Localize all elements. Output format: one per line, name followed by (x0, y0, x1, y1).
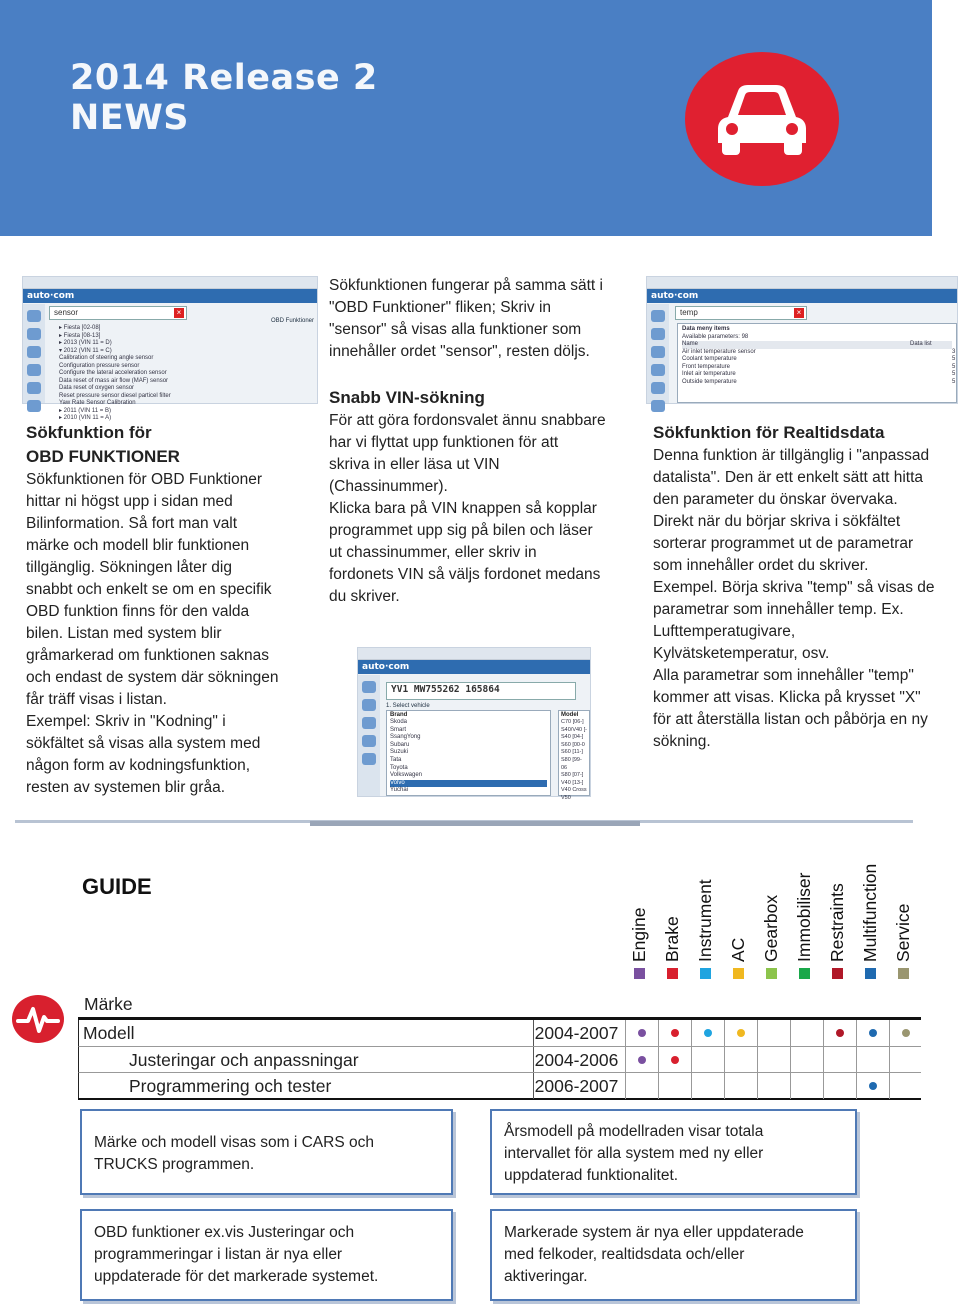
note-line: aktiveringar. (504, 1268, 588, 1285)
system-cell (724, 1020, 757, 1046)
parameter-count: 5 (952, 363, 956, 370)
body-line: datalista". Den är ett enkelt sätt att hitta (653, 469, 924, 486)
search-field[interactable]: sensor × (49, 306, 187, 320)
parameter-count: 5 (952, 356, 956, 362)
system-header: AC (728, 937, 748, 962)
system-header: Restraints (827, 883, 847, 962)
brand-item: Yuchai (390, 787, 409, 794)
system-marker (671, 1056, 679, 1064)
system-marker (836, 1029, 844, 1037)
left-column (26, 421, 308, 799)
app-brand: auto·com (358, 660, 590, 674)
screenshot-obd-search (22, 276, 318, 421)
system-cell (724, 1073, 757, 1099)
body-line: sökfältet så visas alla system med (26, 735, 261, 752)
note-line: TRUCKS programmen. (94, 1156, 255, 1173)
app-brand: auto·com (23, 289, 317, 303)
heartbeat-icon (12, 995, 64, 1043)
tree-item: Configuration pressure sensor (59, 362, 140, 369)
system-marker (638, 1029, 646, 1037)
section-title: Sökfunktion för (26, 423, 152, 442)
body-line: parametrar som innehåller temp. Ex. (653, 601, 904, 618)
system-cell (757, 1047, 790, 1073)
brand-list (386, 710, 551, 796)
tree-item: ▸ 2013 (VIN 11 = D) (59, 340, 112, 346)
screenshot-live-data (646, 276, 958, 404)
note-line: med felkoder, realtidsdata och/eller (504, 1246, 745, 1263)
section-title-2: OBD FUNKTIONER (26, 447, 180, 466)
body-line: du skriver. (329, 588, 400, 605)
system-color-key (766, 968, 777, 979)
brand-item: Subaru (390, 741, 410, 748)
system-cell (757, 1073, 790, 1099)
car-icon (710, 77, 814, 161)
system-header: Service (893, 903, 913, 962)
body-line: Klicka bara på VIN knappen så kopplar (329, 500, 597, 517)
body-line: tillgänglig. Sökningen låter dig (26, 559, 232, 576)
tree-item: Configure the lateral acceleration sensor (59, 370, 167, 376)
screenshot-vin-search (357, 647, 591, 801)
system-color-key (799, 968, 810, 979)
intro-text (329, 275, 634, 363)
right-column (653, 421, 958, 753)
model-item: S80 [99-06 (561, 756, 582, 771)
brand-item: Volvo (390, 780, 547, 788)
tree-item: ▸ Fiesta [08-13] (59, 332, 101, 339)
note-year-range (490, 1109, 857, 1195)
select-vehicle-label: 1. Select vehicle (386, 703, 430, 709)
body-line: fordonets VIN så väljs fordonet medans (329, 566, 601, 583)
system-cell (856, 1047, 889, 1073)
body-line: och endast de system där sökningen (26, 669, 279, 686)
note-line: uppdaterade för det markerade systemet. (94, 1268, 379, 1285)
body-line: bilen. Listan med system blir (26, 625, 222, 642)
body-line: någon form av kodningsfunktion, (26, 757, 251, 774)
system-marker (704, 1029, 712, 1037)
model-item: C70 [06-] (561, 719, 584, 725)
body-line: har vi flyttat upp funktionen för att (329, 434, 559, 451)
note-obd-functions (80, 1209, 453, 1301)
side-toolbar (358, 675, 380, 796)
row-label: Programmering och tester (129, 1076, 332, 1096)
system-cell (691, 1020, 724, 1046)
body-line: Denna funktion är tillgänglig i "anpassad (653, 447, 930, 464)
body-line: Sökfunktionen fungerar på samma sätt i (329, 277, 603, 294)
note-line: programmeringar i listan är nya eller (94, 1246, 343, 1263)
function-tree (59, 325, 279, 423)
header-banner (0, 0, 932, 236)
tree-item: ▸ Fiesta [02-08] (59, 325, 101, 331)
marke-label: Märke (84, 994, 133, 1014)
system-cell (625, 1047, 658, 1073)
row-label: Justeringar och anpassningar (129, 1050, 359, 1070)
system-cell (757, 1020, 790, 1046)
note-line: Årsmodell på modellraden visar totala (504, 1123, 764, 1140)
parameter-name: Inlet air temperature (682, 371, 736, 377)
note-line: Märke och modell visas som i CARS och (94, 1134, 374, 1151)
system-cell (658, 1073, 691, 1099)
parameter-list: Data meny items Available parameters: 98 Name Data list Air inlet temperature sensor 3 Coolant temperature 5 Front temperature 5 Inlet air temperature 5 Outside temperature 5 (677, 323, 957, 403)
parameter-row[interactable] (682, 371, 956, 379)
body-line: För att göra fordonsvalet ännu snabbare (329, 412, 606, 429)
parameter-row[interactable] (682, 356, 956, 364)
system-cell (889, 1073, 922, 1099)
note-line: intervallet för alla system med ny eller (504, 1145, 764, 1162)
body-line: kommer att visas. Klicka på krysset "X" (653, 689, 921, 706)
body-line: snabbt och enkelt se om en specifik (26, 581, 272, 598)
brand-item: Volkswagen (390, 772, 423, 779)
system-color-key (832, 968, 843, 979)
body-line: programmet upp sig på bilen och läser (329, 522, 593, 539)
system-color-key (733, 968, 744, 979)
note-brand-model (80, 1109, 453, 1195)
model-item: V40 [13-] (561, 779, 584, 786)
tree-item: ▸ 2011 (VIN 11 = B) (59, 407, 111, 414)
model-header: Model (561, 712, 579, 718)
system-cell (790, 1020, 823, 1046)
system-cell (823, 1020, 856, 1046)
body-line: Exempel. Börja skriva "temp" så visas de (653, 579, 935, 596)
tab-obd-functions[interactable]: OBD Funktioner (271, 318, 315, 324)
parameter-row[interactable] (682, 378, 956, 387)
body-line: innehåller ordet "sensor", resten döljs. (329, 343, 590, 360)
brand-item: Skoda (390, 719, 408, 725)
model-item: S40 [04-] (561, 734, 584, 741)
system-cell (790, 1047, 823, 1073)
divider-accent (310, 821, 640, 826)
system-header: Engine (629, 907, 649, 962)
tree-item: Data reset of oxygen sensor (59, 385, 135, 391)
model-item: S60 [00-0 (561, 741, 585, 748)
row-label: Modell (83, 1023, 135, 1043)
guide-table (78, 1017, 921, 1100)
vin-field[interactable]: YV1 MW755262 165864 (386, 682, 576, 700)
row-years: 2004-2007 (533, 1020, 619, 1046)
system-cell (889, 1020, 922, 1046)
section-body (26, 469, 308, 799)
side-toolbar (647, 304, 669, 403)
body-line: märke och modell blir funktionen (26, 537, 250, 554)
system-marker (902, 1029, 910, 1037)
body-line: gråmarkerad om funktionen saknas (26, 647, 269, 664)
row-years: 2006-2007 (533, 1073, 619, 1099)
system-header: Instrument (695, 879, 715, 962)
brand-item: Smart (390, 726, 407, 733)
system-color-key (898, 968, 909, 979)
system-marker (869, 1082, 877, 1090)
system-cell (625, 1073, 658, 1099)
search-field[interactable]: temp × (675, 306, 807, 320)
system-cell (691, 1047, 724, 1073)
system-color-key (700, 968, 711, 979)
tree-item: ▾ 2012 (VIN 11 = C) (59, 347, 112, 354)
body-line: den parameter du önskar övervaka. (653, 491, 898, 508)
guide-row (78, 1046, 921, 1072)
body-line: sorterar programmet ut de parametrar (653, 535, 914, 552)
system-cell (658, 1047, 691, 1073)
body-line: OBD funktion finns för den valda (26, 603, 250, 620)
row-years: 2004-2006 (533, 1047, 619, 1073)
system-color-key (634, 968, 645, 979)
section-title: Sökfunktion för Realtidsdata (653, 423, 885, 442)
note-line: Markerade system är nya eller uppdaterade (504, 1224, 804, 1241)
body-line: för att återställa listan och påbörja en ny (653, 711, 928, 728)
body-line: resten av systemen blir gråa. (26, 779, 226, 796)
note-marked-systems (490, 1209, 857, 1301)
body-line: Kylvätsketemperatur, osv. (653, 645, 830, 662)
body-line: som innehåller ordet du skriver. (653, 557, 869, 574)
system-marker (671, 1029, 679, 1037)
system-header: Gearbox (761, 894, 781, 962)
body-line: Sökfunktionen för OBD Funktioner (26, 471, 263, 488)
side-toolbar (23, 304, 45, 403)
brand-item: SsangYong (390, 734, 421, 741)
car-badge (685, 52, 839, 186)
body-line: hittar ni högst upp i sidan med (26, 493, 233, 510)
system-header: Brake (662, 916, 682, 962)
body-line: Exempel: Skriv in "Kodning" i (26, 713, 226, 730)
system-cell (889, 1047, 922, 1073)
model-item: V50 (561, 794, 571, 801)
model-item: S60 [11-] (561, 749, 583, 756)
brand-item: Toyota (390, 764, 408, 771)
window-titlebar (23, 277, 317, 289)
close-icon[interactable]: × (794, 308, 804, 318)
section-title: Snabb VIN-sökning (329, 388, 485, 407)
system-marker (638, 1056, 646, 1064)
system-cell (790, 1073, 823, 1099)
parameter-count: 5 (952, 378, 956, 385)
system-header: Immobiliser (794, 872, 814, 962)
system-cell (856, 1020, 889, 1046)
note-line: OBD funktioner ex.vis Justeringar och (94, 1224, 355, 1241)
system-cell (823, 1047, 856, 1073)
guide-row (78, 1072, 921, 1098)
section-body (329, 410, 634, 608)
system-cell (625, 1020, 658, 1046)
system-color-key (865, 968, 876, 979)
system-cell (724, 1047, 757, 1073)
model-list (558, 710, 590, 801)
parameter-count: 3 (952, 348, 956, 355)
body-line: Direkt när du börjar skriva i sökfältet (653, 513, 901, 530)
pulse-logo (12, 995, 64, 1043)
note-line: uppdaterad funktionalitet. (504, 1167, 679, 1184)
brand-header: Brand (390, 712, 408, 718)
body-line: (Chassinummer). (329, 478, 448, 495)
system-cell (658, 1020, 691, 1046)
body-line: skriva in eller läsa ut VIN (329, 456, 500, 473)
body-line: Lufttemperatugivare, (653, 623, 796, 640)
body-line: sökning. (653, 733, 711, 750)
body-line: Alla parametrar som innehåller "temp" (653, 667, 914, 684)
guide-title: GUIDE (82, 874, 152, 899)
system-header: Multifunction (860, 863, 880, 962)
body-line: "sensor" så visas alla funktioner som (329, 321, 582, 338)
guide-row (78, 1020, 921, 1046)
brand-item: Tata (390, 756, 402, 763)
tree-item: Yaw Rate Sensor Calibration (59, 400, 136, 406)
body-line: Bilinformation. Så fort man valt (26, 515, 238, 532)
parameter-name: Coolant temperature (682, 356, 737, 362)
brand-item: Suzuki (390, 749, 409, 756)
parameter-name: Front temperature (682, 363, 731, 370)
system-marker (869, 1029, 877, 1037)
parameter-name: Air inlet temperature sensor (682, 348, 756, 355)
model-item: S40/V40 [- (561, 726, 587, 733)
tree-item: Data reset of mass air flow (MAF) sensor (59, 377, 169, 384)
body-line: "OBD Funktioner" fliken; Skriv in (329, 299, 552, 316)
app-brand: auto·com (647, 289, 957, 303)
system-cell (823, 1073, 856, 1099)
system-cell (691, 1073, 724, 1099)
section-body (653, 445, 958, 753)
parameter-name: Outside temperature (682, 378, 737, 385)
middle-column (329, 275, 634, 608)
tree-item: Calibration of steering angle sensor (59, 355, 154, 361)
close-icon[interactable]: × (174, 308, 184, 318)
system-color-key (667, 968, 678, 979)
body-line: får träff visas i listan. (26, 691, 167, 708)
system-cell (856, 1073, 889, 1099)
window-titlebar (358, 648, 590, 660)
model-item: S80 [07-] (561, 772, 584, 779)
parameter-count: 5 (952, 371, 956, 377)
body-line: ut chassinummer, eller skriv in (329, 544, 537, 561)
model-item: V40 Cross (561, 787, 587, 794)
parameter-row[interactable] (682, 348, 956, 357)
release-title: 2014 Release 2 NEWS (70, 58, 378, 138)
tree-item: Reset pressure sensor diesel particel filter (59, 392, 171, 399)
tree-item: ▸ 2010 (VIN 11 = A) (59, 415, 112, 421)
parameter-row[interactable] (682, 363, 956, 372)
window-titlebar (647, 277, 957, 289)
system-marker (737, 1029, 745, 1037)
